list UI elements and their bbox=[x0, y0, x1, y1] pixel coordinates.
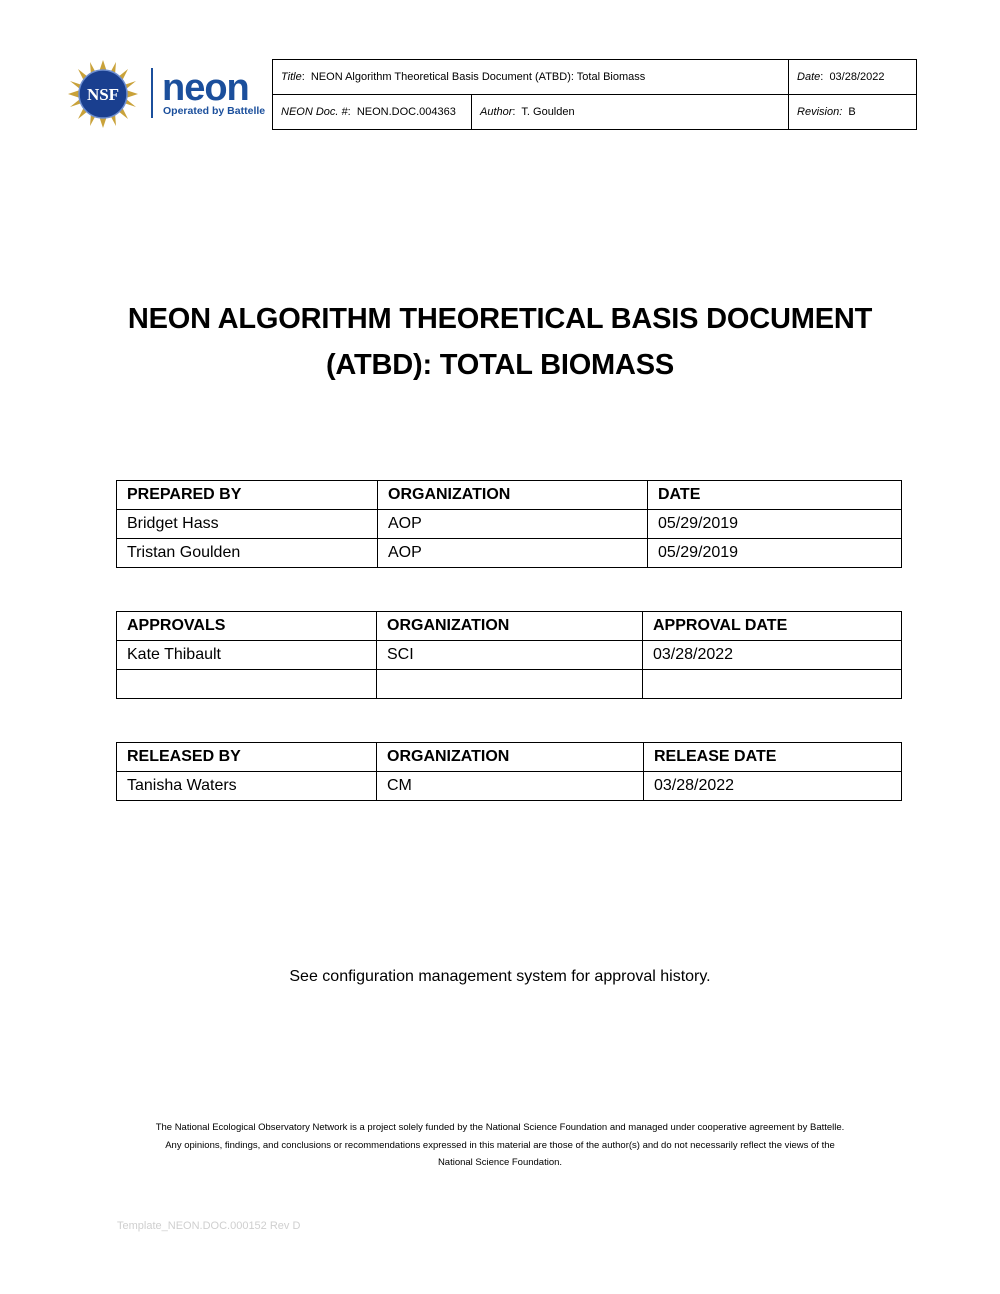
template-id: Template_NEON.DOC.000152 Rev D bbox=[117, 1220, 301, 1232]
header-revision-cell bbox=[789, 95, 917, 130]
table-cell: 03/28/2022 bbox=[643, 641, 902, 670]
header-title-value: NEON Algorithm Theoretical Basis Document (ATBD): Total Biomass bbox=[310, 71, 646, 83]
nsf-text: NSF bbox=[86, 85, 120, 104]
header-author-cell: Author: T. Goulden bbox=[472, 95, 789, 130]
column-header: APPROVALS bbox=[117, 612, 377, 641]
configuration-note: See configuration management system for approval history. bbox=[289, 968, 711, 985]
table-row bbox=[117, 772, 902, 801]
document-title-line2: (ATBD): TOTAL BIOMASS bbox=[325, 349, 675, 381]
column-header: ORGANIZATION bbox=[377, 743, 644, 772]
disclaimer-line2: Any opinions, findings, and conclusions or recommendations expressed in this material are those of the author(s) and do not necessarily reflect the views of the bbox=[165, 1139, 835, 1151]
header-date-label: Date bbox=[797, 71, 821, 83]
table-cell: Kate Thibault bbox=[117, 641, 377, 670]
table-cell bbox=[643, 670, 902, 699]
table-header-row bbox=[117, 743, 902, 772]
table-header-row bbox=[117, 612, 902, 641]
table-cell: Tanisha Waters bbox=[117, 772, 377, 801]
header-revision-value: B bbox=[848, 106, 856, 118]
header-title-label: Title bbox=[281, 71, 302, 83]
header-date-cell: Date: 03/28/2022 bbox=[789, 60, 917, 95]
table-cell bbox=[377, 670, 643, 699]
column-header: ORGANIZATION bbox=[378, 481, 648, 510]
header-revision-label: Revision: bbox=[797, 106, 843, 118]
column-header: DATE bbox=[648, 481, 902, 510]
table-row bbox=[117, 641, 902, 670]
column-header: RELEASE DATE bbox=[644, 743, 902, 772]
table-header-row bbox=[117, 481, 902, 510]
header-title-cell: Title: NEON Algorithm Theoretical Basis Document (ATBD): Total Biomass bbox=[273, 60, 789, 95]
document-title bbox=[100, 296, 900, 388]
neon-nsf-logo bbox=[66, 58, 272, 130]
document-title-line1: NEON ALGORITHM THEORETICAL BASIS DOCUMENT bbox=[127, 303, 873, 335]
header-info-table bbox=[272, 59, 917, 130]
column-header: ORGANIZATION bbox=[377, 612, 643, 641]
approvals-table bbox=[116, 611, 902, 699]
header-doc-cell: NEON Doc. #: NEON.DOC.004363 bbox=[273, 95, 472, 130]
table-row bbox=[117, 510, 902, 539]
header-author-value: T. Goulden bbox=[521, 106, 575, 118]
table-cell bbox=[117, 670, 377, 699]
header-author-label: Author bbox=[480, 106, 513, 118]
disclaimer-line1: The National Ecological Observatory Network is a project solely funded by the National Science Foundation and managed under cooperative agreement by Battelle. bbox=[155, 1122, 845, 1133]
prepared-by-table bbox=[116, 480, 902, 568]
column-header: APPROVAL DATE bbox=[643, 612, 902, 641]
table-row bbox=[117, 670, 902, 699]
table-cell: Tristan Goulden bbox=[117, 539, 378, 568]
table-cell: AOP bbox=[378, 539, 648, 568]
table-cell: 05/29/2019 bbox=[648, 539, 902, 568]
column-header: PREPARED BY bbox=[117, 481, 378, 510]
table-cell: AOP bbox=[378, 510, 648, 539]
header-date-value: 03/28/2022 bbox=[829, 71, 885, 83]
operated-by-text: Operated by Battelle bbox=[163, 105, 266, 117]
table-row bbox=[117, 539, 902, 568]
disclaimer-line3: National Science Foundation. bbox=[437, 1157, 563, 1168]
table-cell: CM bbox=[377, 772, 644, 801]
released-by-table bbox=[116, 742, 902, 801]
column-header: RELEASED BY bbox=[117, 743, 377, 772]
nsf-seal-icon bbox=[66, 58, 272, 130]
header-doc-label: NEON Doc. # bbox=[281, 106, 348, 118]
header-doc-value: NEON.DOC.004363 bbox=[356, 106, 456, 118]
table-cell: SCI bbox=[377, 641, 643, 670]
table-cell: Bridget Hass bbox=[117, 510, 378, 539]
neon-wordmark: neon bbox=[162, 67, 249, 109]
table-cell: 05/29/2019 bbox=[648, 510, 902, 539]
table-cell: 03/28/2022 bbox=[644, 772, 902, 801]
disclaimer bbox=[100, 1119, 900, 1172]
